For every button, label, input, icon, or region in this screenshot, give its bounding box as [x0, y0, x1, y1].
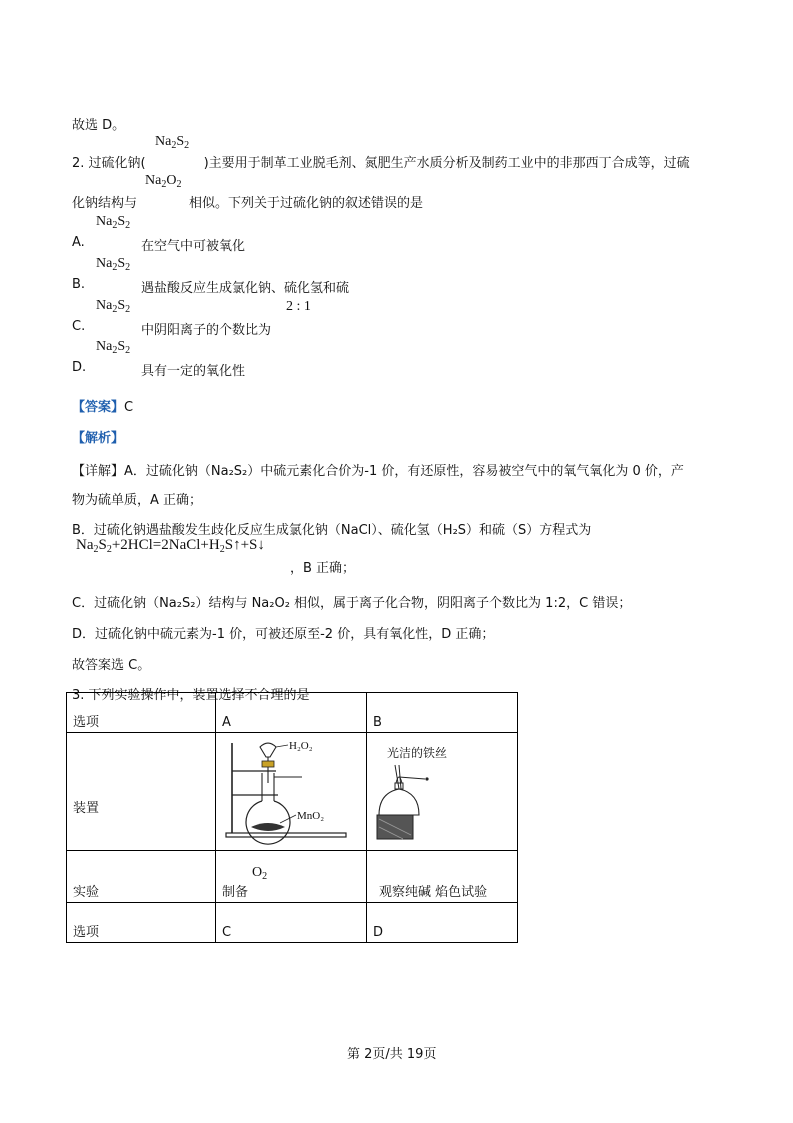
o2-formula: $O_2$	[252, 865, 268, 882]
options-table	[66, 692, 518, 943]
option-c-letter: C.	[72, 319, 86, 334]
table-row-experiment	[67, 851, 518, 903]
question2-line2	[72, 192, 423, 211]
detail-a-line2: 物为硫单质，A 正确；	[72, 493, 203, 508]
conclusion: 故答案选 C。	[72, 658, 151, 673]
cell-option-label-2: 选项	[67, 903, 216, 943]
table-row-header	[67, 693, 518, 733]
option-c-formula: $Na_2S_2$	[96, 298, 131, 315]
detail-d: D．过硫化钠中硫元素为-1 价，可被还原至-2 价，具有氧化性，D 正确；	[72, 627, 495, 642]
page-footer: 第 2页/共 19页	[347, 1047, 437, 1062]
formula-na2o2: $Na_2O_2$	[145, 173, 182, 190]
alcohol-lamp-icon	[369, 735, 509, 849]
cell-option-c: C	[216, 903, 367, 943]
option-c-ratio: 2 : 1	[286, 299, 311, 314]
table-row-device	[67, 733, 518, 851]
question2-line2-start: 化钠结构与	[72, 196, 138, 211]
formula-na2s2-header: $Na_2S_2$	[155, 134, 190, 151]
cell-device-a	[216, 733, 367, 851]
question2-line1-end: )主要用于制革工业脱毛剂、氮肥生产水质分析及制药工业中的非那西丁合成等，过硫	[203, 156, 690, 171]
detail-b-line2: ，B 正确；	[290, 561, 356, 576]
cell-option-a: A	[216, 693, 367, 733]
option-a-formula: $Na_2S_2$	[96, 214, 131, 231]
option-a-text: 在空气中可被氧化	[141, 239, 246, 254]
mno2-label: MnO₂	[297, 810, 325, 822]
option-b-formula: $Na_2S_2$	[96, 256, 131, 273]
analysis-label: 【解析】	[72, 431, 125, 446]
cell-option-d: D	[367, 903, 518, 943]
cell-experiment-b: 观察纯碱 焰色试验	[367, 851, 518, 903]
question2-line1	[72, 152, 690, 171]
option-b-text: 遇盐酸反应生成氯化钠、硫化氢和硫	[141, 281, 350, 296]
cell-device-label: 装置	[67, 733, 216, 851]
cell-device-b	[367, 733, 518, 851]
detail-a-line1: 【详解】A．过硫化钠（Na₂S₂）中硫元素化合价为-1 价，有还原性，容易被空气中的氧气氧化为 0 价，产	[72, 464, 684, 479]
answer-value: C	[124, 400, 134, 415]
option-b-letter: B.	[72, 277, 86, 292]
detail-b-line1: B．过硫化钠遇盐酸发生歧化反应生成氯化钠（NaCl）、硫化氢（H₂S）和硫（S）方程式为	[72, 523, 592, 538]
flask-apparatus-icon	[218, 735, 358, 849]
wire-label: 光洁的铁丝	[387, 746, 448, 760]
cell-experiment-label: 实验	[67, 851, 216, 903]
question2-line2-end: 相似。下列关于过硫化钠的叙述错误的是	[189, 196, 424, 211]
option-d-formula: $Na_2S_2$	[96, 339, 131, 356]
question2-line1-start: 2. 过硫化钠(	[72, 156, 146, 171]
h2o2-label: H₂O₂	[289, 740, 313, 752]
detail-c: C．过硫化钠（Na₂S₂）结构与 Na₂O₂ 相似，属于离子化合物，阴阳离子个数比为 1:2，C 错误；	[72, 596, 632, 611]
answer-line	[72, 396, 133, 415]
table-row-options-cd	[67, 903, 518, 943]
option-a-letter: A.	[72, 235, 85, 250]
option-d-text: 具有一定的氧化性	[141, 364, 246, 379]
cell-option-label: 选项	[67, 693, 216, 733]
option-c-text: 中阴阳离子的个数比为	[141, 323, 272, 338]
answer-label: 【答案】	[72, 400, 125, 415]
cell-option-b: B	[367, 693, 518, 733]
cell-experiment-a: $O_2$ 制备	[216, 851, 367, 903]
prev-conclusion: 故选 D。	[72, 118, 126, 133]
reaction-equation: $Na_2S_2+2HCl=2NaCl+H_2S↑+S↓$	[76, 537, 265, 555]
option-d-letter: D.	[72, 360, 87, 375]
question3-stem: 3. 下列实验操作中，装置选择不合理的是	[72, 688, 310, 703]
